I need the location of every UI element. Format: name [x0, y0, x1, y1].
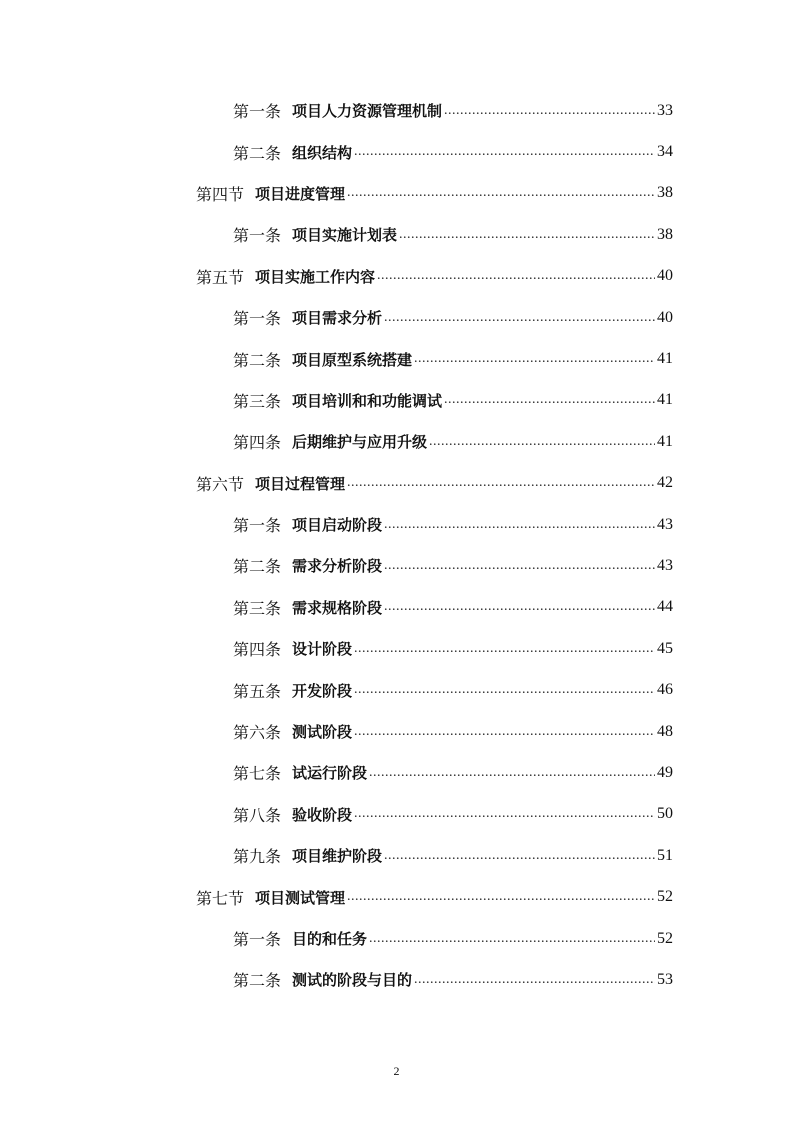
toc-entry-title: 测试阶段 [292, 723, 353, 742]
toc-article-entry[interactable] [0, 338, 793, 379]
toc-article-entry[interactable] [0, 959, 793, 1000]
toc-entry-number: 第五节 [196, 267, 245, 287]
toc-entry-page: 52 [657, 888, 673, 906]
toc-article-entry[interactable] [0, 752, 793, 793]
toc-entry-title: 试运行阶段 [292, 764, 368, 783]
toc-dot-leader [444, 102, 655, 120]
toc-entry-title: 需求规格阶段 [292, 598, 383, 617]
toc-dot-leader [377, 267, 655, 285]
toc-entry-title: 测试的阶段与目的 [292, 971, 413, 990]
toc-entry-page: 41 [657, 432, 673, 450]
toc-entry-page: 38 [657, 225, 673, 243]
toc-article-entry[interactable] [0, 669, 793, 710]
toc-article-entry[interactable] [0, 545, 793, 586]
toc-dot-leader [354, 681, 655, 699]
toc-entry-title: 项目过程管理 [255, 474, 346, 493]
toc-dot-leader [384, 516, 655, 534]
toc-article-entry[interactable] [0, 835, 793, 876]
toc-article-entry[interactable] [0, 380, 793, 421]
toc-article-entry[interactable] [0, 214, 793, 255]
toc-entry-number: 第六节 [196, 474, 245, 494]
toc-dot-leader [384, 598, 655, 616]
toc-entry-title: 项目维护阶段 [292, 847, 383, 866]
toc-entry-number: 第一条 [233, 102, 282, 122]
toc-dot-leader [399, 226, 655, 244]
toc-dot-leader [347, 888, 655, 906]
toc-dot-leader [347, 474, 655, 492]
toc-entry-title: 需求分析阶段 [292, 557, 383, 576]
toc-article-entry[interactable] [0, 297, 793, 338]
toc-dot-leader [444, 391, 655, 409]
toc-entry-title: 项目实施计划表 [292, 226, 398, 245]
toc-entry-title: 项目实施工作内容 [255, 267, 376, 286]
toc-entry-page: 42 [657, 474, 673, 492]
toc-entry-title: 验收阶段 [292, 805, 353, 824]
toc-dot-leader [354, 143, 655, 161]
toc-entry-page: 44 [657, 598, 673, 616]
toc-entry-number: 第二条 [233, 143, 282, 163]
toc-article-entry[interactable] [0, 131, 793, 172]
toc-section-entry[interactable] [0, 463, 793, 504]
toc-entry-title: 项目需求分析 [292, 309, 383, 328]
toc-dot-leader [384, 309, 655, 327]
toc-entry-title: 设计阶段 [292, 640, 353, 659]
toc-entry-number: 第一条 [233, 309, 282, 329]
toc-entry-number: 第七条 [233, 764, 282, 784]
toc-entry-number: 第三条 [233, 391, 282, 411]
toc-entry-page: 50 [657, 805, 673, 823]
toc-entry-number: 第一条 [233, 930, 282, 949]
toc-entry-number: 第四节 [196, 184, 245, 204]
toc-entry-number: 第七节 [196, 888, 245, 908]
toc-entry-title: 项目培训和和功能调试 [292, 391, 443, 410]
toc-entry-page: 53 [657, 970, 673, 988]
toc-entry-number: 第一条 [233, 516, 282, 536]
toc-entry-page: 49 [657, 763, 673, 781]
toc-entry-number: 第八条 [233, 805, 282, 825]
toc-entry-number: 第四条 [233, 640, 282, 660]
toc-dot-leader [354, 723, 655, 741]
toc-dot-leader [384, 847, 655, 865]
toc-section-entry[interactable] [0, 173, 793, 214]
toc-entry-title: 组织结构 [292, 143, 353, 162]
toc-entry-number: 第二条 [233, 350, 282, 370]
toc-entry-page: 46 [657, 681, 673, 699]
toc-section-entry[interactable] [0, 256, 793, 297]
toc-entry-number: 第三条 [233, 598, 282, 618]
toc-article-entry[interactable] [0, 918, 793, 959]
toc-entry-title: 项目进度管理 [255, 184, 346, 203]
toc-entry-page: 48 [657, 722, 673, 740]
toc-dot-leader [354, 640, 655, 658]
toc-dot-leader [429, 433, 655, 451]
toc-article-entry[interactable] [0, 794, 793, 835]
toc-article-entry[interactable] [0, 628, 793, 669]
toc-entry-page: 52 [657, 929, 673, 947]
toc-entry-page: 40 [657, 308, 673, 326]
toc-entry-number: 第四条 [233, 433, 282, 453]
toc-entry-page: 43 [657, 556, 673, 574]
toc-article-entry[interactable] [0, 504, 793, 545]
toc-entry-page: 43 [657, 515, 673, 533]
toc-entry-title: 项目人力资源管理机制 [292, 102, 443, 121]
toc-dot-leader [369, 764, 655, 782]
toc-article-entry[interactable] [0, 90, 793, 131]
toc-entry-page: 41 [657, 391, 673, 409]
toc-entry-title: 项目启动阶段 [292, 516, 383, 535]
toc-entry-page: 34 [657, 143, 673, 161]
toc-entry-title: 目的和任务 [292, 930, 368, 948]
toc-entry-number: 第五条 [233, 681, 282, 701]
toc-article-entry[interactable] [0, 587, 793, 628]
toc-entry-number: 第六条 [233, 723, 282, 743]
toc-entry-page: 38 [657, 184, 673, 202]
toc-dot-leader [347, 184, 655, 202]
toc-section-entry[interactable] [0, 876, 793, 917]
toc-entry-number: 第二条 [233, 971, 282, 991]
toc-dot-leader [384, 557, 655, 575]
toc-dot-leader [414, 971, 655, 989]
toc-entry-page: 40 [657, 267, 673, 285]
toc-article-entry[interactable] [0, 711, 793, 752]
page-number: 2 [393, 1064, 400, 1078]
toc-entry-number: 第九条 [233, 847, 282, 867]
toc-entry-title: 后期维护与应用升级 [292, 433, 428, 452]
toc-entry-page: 45 [657, 639, 673, 657]
toc-entry-page: 33 [657, 101, 673, 119]
toc-entry-title: 项目测试管理 [255, 888, 346, 907]
toc-dot-leader [369, 930, 655, 948]
toc-entry-title: 项目原型系统搭建 [292, 350, 413, 369]
table-of-contents [0, 90, 793, 1001]
toc-entry-page: 51 [657, 846, 673, 864]
toc-dot-leader [414, 350, 655, 368]
toc-entry-page: 41 [657, 350, 673, 368]
toc-entry-title: 开发阶段 [292, 681, 353, 700]
toc-dot-leader [354, 805, 655, 823]
toc-entry-number: 第一条 [233, 226, 282, 246]
toc-entry-number: 第二条 [233, 557, 282, 577]
toc-article-entry[interactable] [0, 421, 793, 462]
